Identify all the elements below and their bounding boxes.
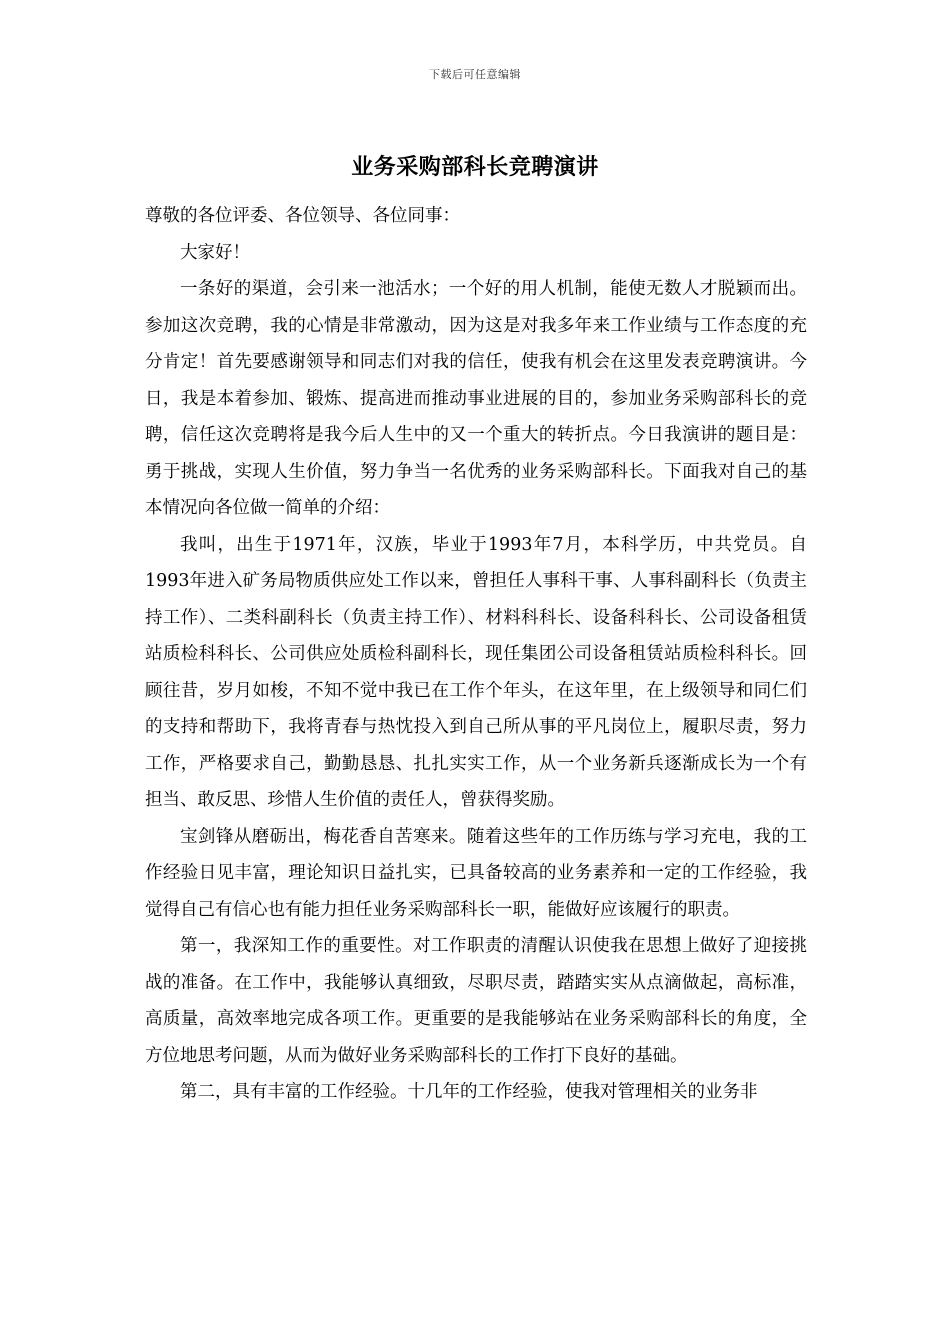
document-body xyxy=(145,198,807,1111)
paragraph-intro: 一条好的渠道，会引来一池活水；一个好的用人机制，能使无数人才脱颖而出。参加这次竞聘，我的心情是非常激动，因为这是对我多年来工作业绩与工作态度的充分肯定！首先要感谢领导和同志们对我的信任，使我有机会在这里发表竞聘演讲。今日，我是本着参加、锻炼、提高进而推动事业进展的目的，参加业务采购部科长的竞聘，信任这次竞聘将是我今后人生中的又一个重大的转折点。今日我演讲的题目是：勇于挑战，实现人生价值，努力争当一名优秀的业务采购部科长。下面我对自己的基本情况向各位做一简单的介绍： xyxy=(145,279,807,518)
paragraph-point-one: 第一，我深知工作的重要性。对工作职责的清醒认识使我在思想上做好了迎接挑战的准备。在工作中，我能够认真细致，尽职尽责，踏踏实实从点滴做起，高标准，高质量，高效率地完成各项工作。更重要的是我能够站在业务采购部科长的角度，全方位地思考问题，从而为做好业务采购部科长的工作打下良好的基础。 xyxy=(145,936,807,1066)
paragraph-background: 我叫，出生于1971年，汉族，毕业于1993年7月，本科学历，中共党员。自1993年进入矿务局物质供应处工作以来，曾担任人事科干事、人事科副科长（负责主持工作）、二类科副科长（负责主持工作）、材料科科长、设备科科长、公司设备租赁站质检科科长、公司供应处质检科副科长，现任集团公司设备租赁站质检科科长。回顾往昔，岁月如梭，不知不觉中我已在工作个年头，在这年里，在上级领导和同仁们的支持和帮助下，我将青春与热忱投入到自己所从事的平凡岗位上，履职尽责，努力工作，严格要求自己，勤勤恳恳、扎扎实实工作，从一个业务新兵逐渐成长为一个有担当、敢反思、珍惜人生价值的责任人，曾获得奖励。 xyxy=(145,534,807,810)
document-title: 业务采购部科长竞聘演讲 xyxy=(351,154,599,180)
salutation: 尊敬的各位评委、各位领导、各位同事： xyxy=(145,206,460,226)
paragraph-confidence: 宝剑锋从磨砺出，梅花香自苦寒来。随着这些年的工作历练与学习充电，我的工作经验日见丰富，理论知识日益扎实，已具备较高的业务素养和一定的工作经验，我觉得自己有信心也有能力担任业务采购部科长一职，能做好应该履行的职责。 xyxy=(145,826,807,920)
paragraph-point-two: 第二，具有丰富的工作经验。十几年的工作经验，使我对管理相关的业务非 xyxy=(180,1082,758,1102)
paragraph-greeting: 大家好！ xyxy=(180,242,250,263)
header-note: 下载后可任意编辑 xyxy=(429,68,521,81)
